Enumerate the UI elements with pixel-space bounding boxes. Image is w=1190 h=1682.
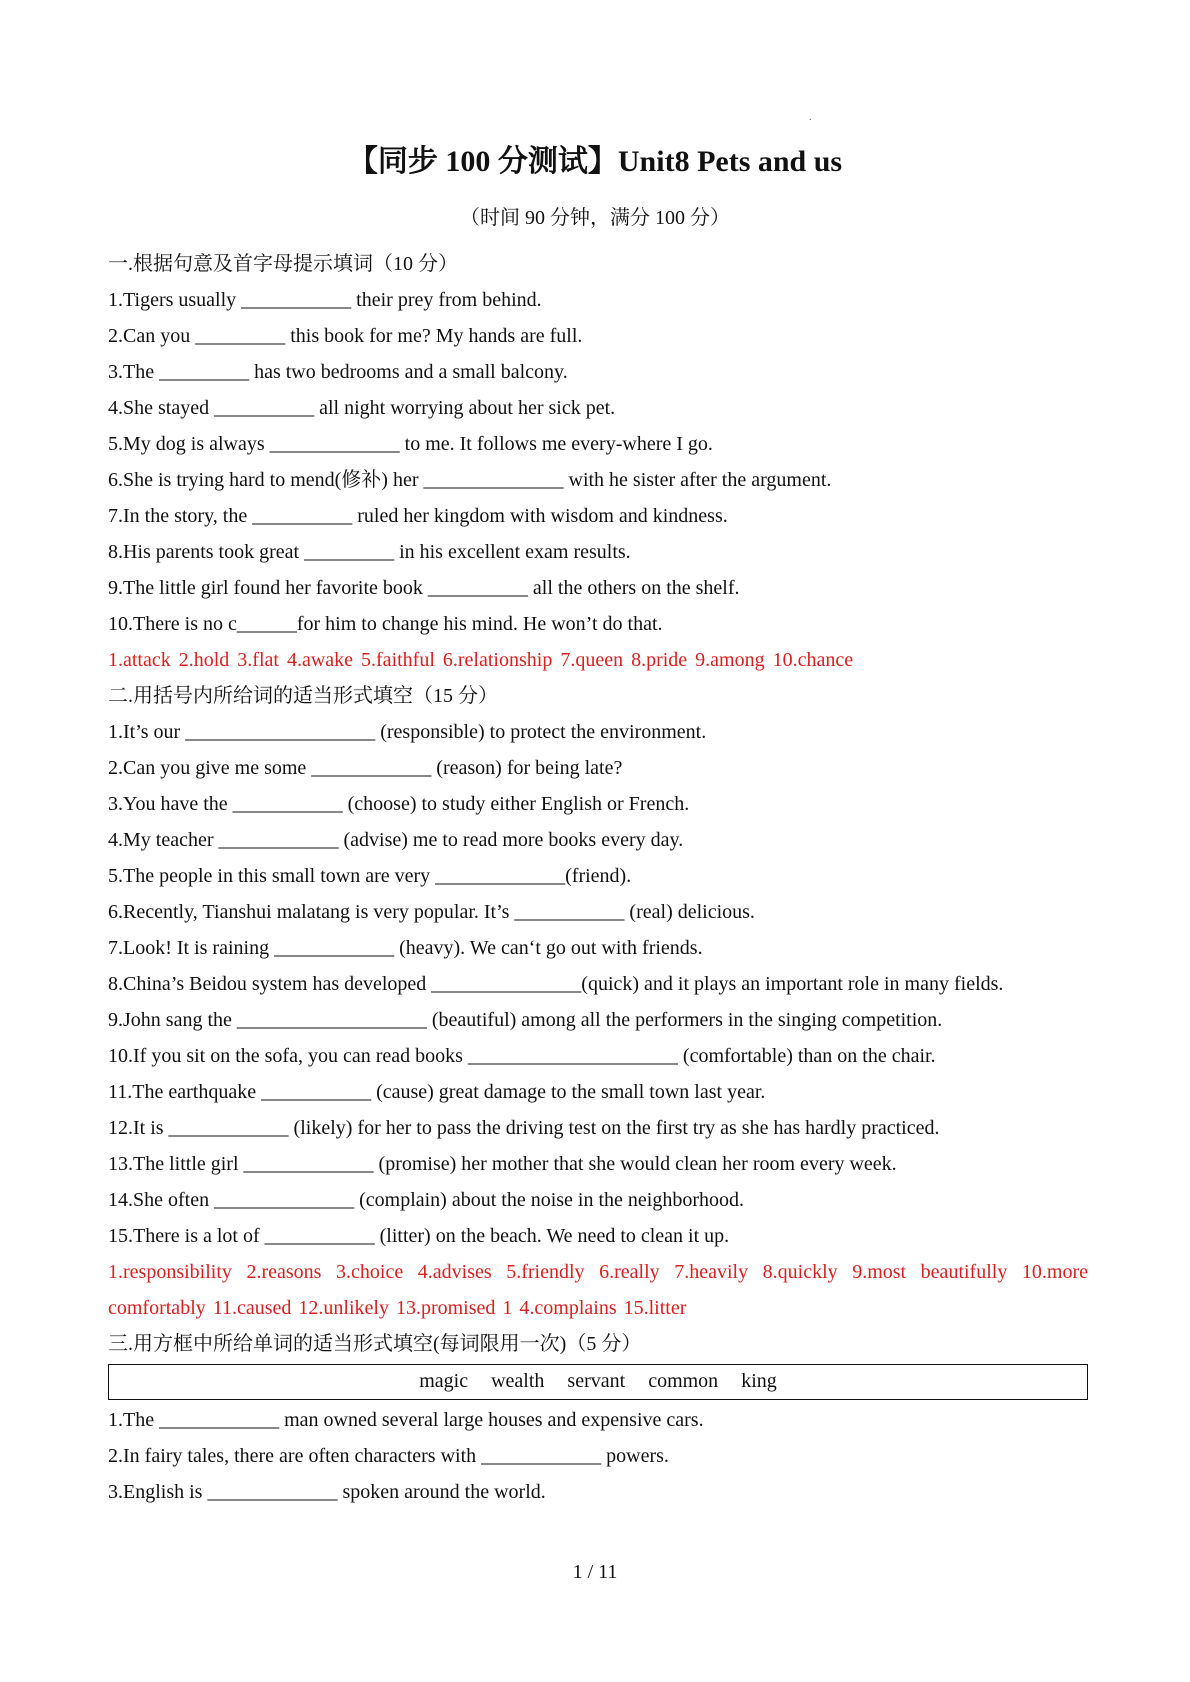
- word-box-item: magic: [419, 1370, 469, 1392]
- word-box-item: king: [741, 1370, 777, 1392]
- question: 3.The _________ has two bedrooms and a small balcony.: [108, 361, 568, 383]
- question: 7.In the story, the __________ ruled her kingdom with wisdom and kindness.: [108, 505, 728, 527]
- question: 12.It is ____________ (likely) for her to pass the driving test on the first try as she has hardly practiced.: [108, 1117, 940, 1139]
- word-box-item: common: [648, 1370, 719, 1392]
- question: 9.John sang the ___________________ (beautiful) among all the performers in the singing competition.: [108, 1009, 943, 1031]
- worksheet-content: [108, 246, 1088, 1510]
- section1-heading: 一.根据句意及首字母提示填词（10 分）: [108, 253, 458, 275]
- word-box: [108, 1364, 1088, 1400]
- question: 5.The people in this small town are very _____________(friend).: [108, 865, 632, 887]
- question: 10.There is no c______for him to change his mind. He won’t do that.: [108, 613, 663, 635]
- question: 8.China’s Beidou system has developed _______________(quick) and it plays an important role in many fields.: [108, 973, 1004, 995]
- section3-heading: 三.用方框中所给单词的适当形式填空(每词限用一次)（5 分）: [108, 1333, 642, 1355]
- page-subtitle: （时间 90 分钟，满分 100 分）: [460, 207, 730, 229]
- question: 4.She stayed __________ all night worrying about her sick pet.: [108, 397, 616, 419]
- word-box-item: wealth: [491, 1370, 545, 1392]
- question: 14.She often ______________ (complain) about the noise in the neighborhood.: [108, 1189, 745, 1211]
- page-title: 【同步 100 分测试】Unit8 Pets and us: [347, 145, 843, 178]
- question: 6.Recently, Tianshui malatang is very popular. It’s ___________ (real) delicious.: [108, 901, 755, 923]
- question: 1.The ____________ man owned several large houses and expensive cars.: [108, 1409, 704, 1431]
- question: 3.You have the ___________ (choose) to study either English or French.: [108, 793, 690, 815]
- question: 2.Can you give me some ____________ (reason) for being late?: [108, 757, 623, 779]
- question: 7.Look! It is raining ____________ (heavy). We can‘t go out with friends.: [108, 937, 703, 959]
- question: 1.It’s our ___________________ (responsible) to protect the environment.: [108, 721, 707, 743]
- word-box-item: servant: [567, 1370, 626, 1392]
- question: 6.She is trying hard to mend(修补) her ______________ with he sister after the argument.: [108, 469, 832, 491]
- question: 8.His parents took great _________ in his excellent exam results.: [108, 541, 631, 563]
- question: 13.The little girl _____________ (promise) her mother that she would clean her room every week.: [108, 1153, 897, 1175]
- question: 4.My teacher ____________ (advise) me to read more books every day.: [108, 829, 684, 851]
- question: 2.In fairy tales, there are often characters with ____________ powers.: [108, 1445, 669, 1467]
- decorative-dot: .: [809, 112, 812, 123]
- section1-answers: 1.attack 2.hold 3.flat 4.awake 5.faithful 6.relationship 7.queen 8.pride 9.among 10.chance: [108, 649, 854, 671]
- section2-answers: 1.responsibility 2.reasons 3.choice 4.advises 5.friendly 6.really 7.heavily 8.quickly 9.most beautifully 10.more comfortably 11.caused 12.unlikely 13.promised 1 4.complains 15.litter: [108, 1261, 1088, 1319]
- question: 5.My dog is always _____________ to me. It follows me every-where I go.: [108, 433, 713, 455]
- question: 11.The earthquake ___________ (cause) great damage to the small town last year.: [108, 1081, 766, 1103]
- question: 2.Can you _________ this book for me? My hands are full.: [108, 325, 583, 347]
- question: 3.English is _____________ spoken around the world.: [108, 1481, 546, 1503]
- question: 10.If you sit on the sofa, you can read books _____________________ (comfortable) than on the chair.: [108, 1045, 936, 1067]
- question: 9.The little girl found her favorite book __________ all the others on the shelf.: [108, 577, 740, 599]
- page-number: 1 / 11: [572, 1561, 618, 1583]
- question: 1.Tigers usually ___________ their prey from behind.: [108, 289, 542, 311]
- section2-heading: 二.用括号内所给词的适当形式填空（15 分）: [108, 685, 498, 707]
- question: 15.There is a lot of ___________ (litter) on the beach. We need to clean it up.: [108, 1225, 730, 1247]
